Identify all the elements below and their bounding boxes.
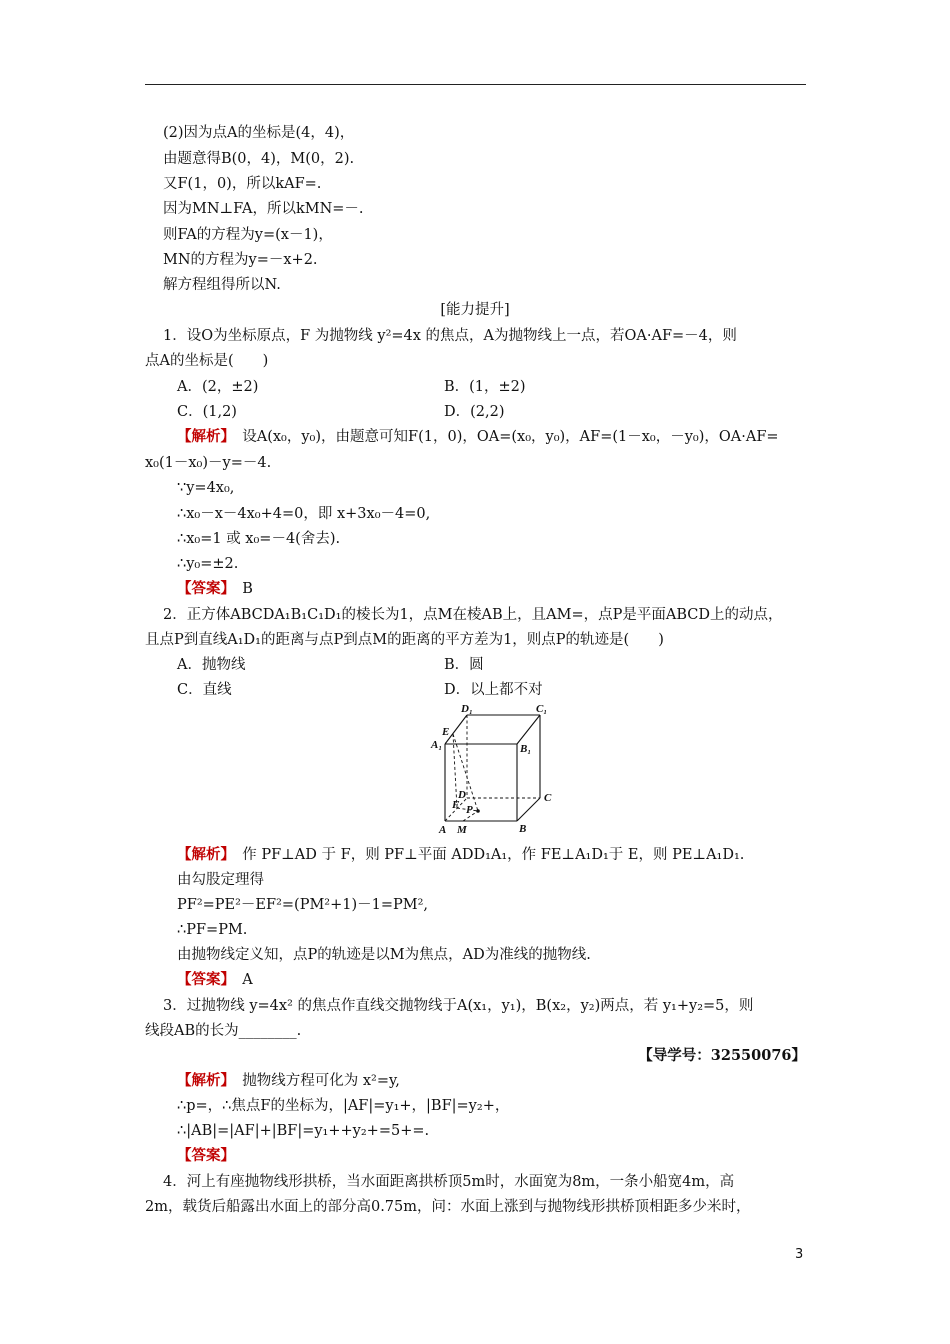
analysis-tag: 【解析】 [177, 1072, 228, 1089]
solution-text: 作 PF⊥AD 于 F，则 PF⊥平面 ADD₁A₁，作 FE⊥A₁D₁于 E，则 PE⊥A₁D₁. [242, 847, 745, 863]
guide-number: 【导学号：32550076】 [638, 1047, 806, 1064]
label-c: C [544, 792, 552, 804]
option-b: B．圆 [444, 657, 484, 673]
question-2-cont: 且点P到直线A₁D₁的距离与点P到点M的距离的平方差为1，则点P的轨迹是( ) [145, 632, 664, 648]
label-f: F [452, 799, 460, 811]
text-line: 由题意得B(0，4)，M(0，2). [163, 151, 355, 167]
text-line: (2)因为点A的坐标是(4，4)， [163, 125, 355, 141]
answer-value: B [242, 581, 253, 597]
point-p [476, 809, 480, 813]
cube-figure [420, 700, 570, 840]
solution-line [177, 846, 744, 864]
question-4-cont: 2m，载货后船露出水面上的部分高0.75m，问：水面上涨到与抛物线形拱桥顶相距多少米时， [145, 1199, 751, 1215]
solution-line: x₀(1－x₀)－y=－4. [145, 455, 272, 471]
answer-tag: 【答案】 [177, 971, 228, 988]
option-c: C．(1,2) [177, 404, 237, 420]
section-heading: [能力提升] [440, 302, 510, 318]
solution-line: ∴|AB|=|AF|+|BF|=y₁++y₂+=5+=. [177, 1123, 430, 1139]
answer-tag: 【答案】 [177, 1147, 235, 1164]
analysis-tag: 【解析】 [177, 846, 228, 863]
label-d: D [458, 789, 466, 801]
solution-line [177, 428, 779, 446]
solution-line: ∴x₀－x－4x₀+4=0，即 x+3x₀－4=0, [177, 506, 431, 522]
solution-line: ∴PF=PM. [177, 922, 248, 938]
option-a: A．(2，±2) [177, 379, 259, 395]
solution-line: 由勾股定理得 [177, 872, 264, 888]
question-3-cont: 线段AB的长为________. [145, 1023, 302, 1039]
text-line: 则FA的方程为y=(x－1)， [163, 227, 333, 243]
solution-text: 抛物线方程可化为 x²=y, [242, 1073, 400, 1089]
label-p: P [466, 804, 473, 816]
option-d: D．(2,2) [444, 404, 505, 420]
question-1: 1．设O为坐标原点，F 为抛物线 y²=4x 的焦点，A为抛物线上一点，若OA·AF=－4，则 [163, 328, 737, 344]
solution-line: PF²=PE²－EF²=(PM²+1)－1=PM², [177, 897, 429, 913]
answer-line [177, 971, 253, 989]
answer-tag: 【答案】 [177, 580, 228, 597]
solution-line: ∵y=4x₀, [177, 480, 235, 496]
label-a1: A₁ [431, 739, 443, 751]
label-b1: B₁ [520, 743, 532, 755]
header-rule [145, 84, 806, 85]
edge-b-c [517, 798, 540, 821]
answer-line [177, 580, 253, 598]
solution-line: ∴x₀=1 或 x₀=－4(舍去). [177, 531, 341, 547]
option-c: C．直线 [177, 682, 232, 698]
question-1-cont: 点A的坐标是( ) [145, 353, 269, 369]
label-e: E [442, 726, 450, 738]
solution-line: ∴p=，∴焦点F的坐标为，|AF|=y₁+，|BF|=y₂+， [177, 1098, 510, 1114]
answer-value: A [242, 972, 253, 988]
question-2: 2．正方体ABCDA₁B₁C₁D₁的棱长为1，点M在棱AB上，且AM=，点P是平面ABCD上的动点， [163, 607, 783, 623]
text-line: 解方程组得所以N. [163, 277, 281, 293]
option-a: A．抛物线 [177, 657, 246, 673]
text-line: 又F(1，0)，所以kAF=. [163, 176, 322, 192]
label-a: A [439, 824, 447, 836]
question-3: 3．过抛物线 y=4x² 的焦点作直线交抛物线于A(x₁，y₁)，B(x₂，y₂)两点，若 y₁+y₂=5，则 [163, 998, 754, 1014]
edge-b1-c1 [517, 715, 540, 744]
solution-line: ∴y₀=±2. [177, 556, 239, 572]
label-m: M [457, 824, 467, 836]
label-b: B [519, 823, 527, 835]
text-line: MN的方程为y=－x+2. [163, 252, 318, 268]
page-number: 3 [795, 1247, 804, 1262]
analysis-tag: 【解析】 [177, 428, 228, 445]
label-c1: C₁ [536, 703, 548, 715]
solution-line [177, 1072, 400, 1090]
answer-line [177, 1147, 235, 1165]
label-d1: D₁ [461, 703, 473, 715]
question-4: 4．河上有座抛物线形拱桥，当水面距离拱桥顶5m时，水面宽为8m，一条小船宽4m，高 [163, 1174, 735, 1190]
solution-line: 由抛物线定义知，点P的轨迹是以M为焦点，AD为准线的抛物线. [177, 947, 591, 963]
solution-text: 设A(x₀，y₀)，由题意可知F(1，0)，OA=(x₀，y₀)，AF=(1－x₀，－y₀)，OA·AF= [242, 429, 779, 445]
option-d: D．以上都不对 [444, 682, 543, 698]
option-b: B．(1，±2) [444, 379, 526, 395]
text-line: 因为MN⊥FA，所以kMN=－. [163, 201, 364, 217]
